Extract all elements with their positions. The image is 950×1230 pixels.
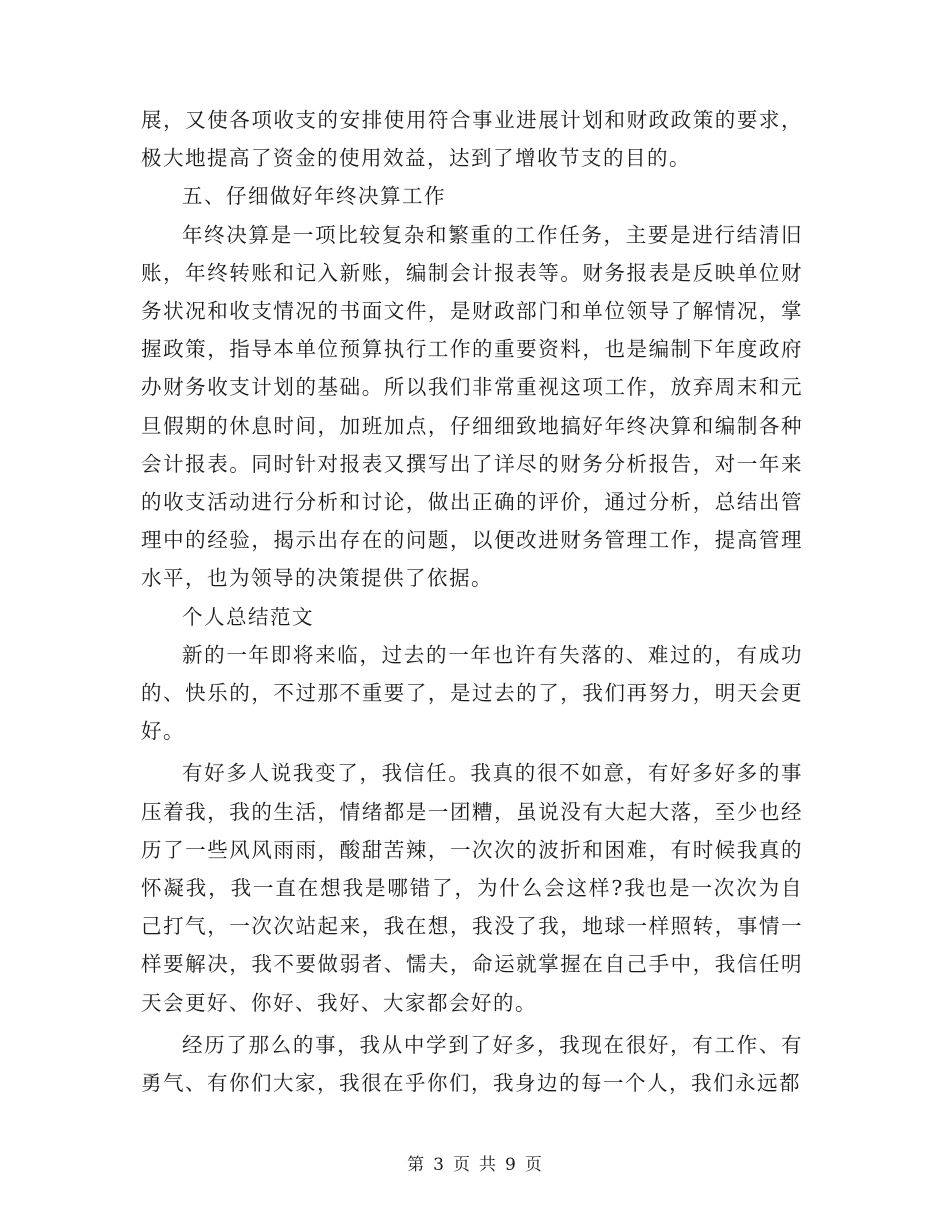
footer-total-label: 共 [479,1155,497,1175]
footer-suffix: 页 [524,1155,543,1175]
section-heading-personal-summary: 个人总结范文 [182,604,314,629]
section-heading-year-end-settlement: 五、仔细做好年终决算工作 [182,184,446,209]
page-footer [0,1150,950,1175]
footer-prefix: 第 [407,1155,426,1175]
paragraph-continuation: 展，又使各项收支的安排使用符合事业进展计划和财政政策的要求，极大地提高了资金的使用效益，达到了增收节支的目的。 [141,108,803,171]
footer-current-page: 3 [433,1155,445,1175]
paragraph-new-year: 新的一年即将来临，过去的一年也许有失落的、难过的，有成功的、快乐的，不过那不重要了，是过去的了，我们再努力，明天会更好。 [141,642,803,744]
document-body [141,101,803,1102]
paragraph-changes: 有好多人说我变了，我信任。我真的很不如意，有好多好多的事压着我，我的生活，情绪都是一团糟，虽说没有大起大落，至少也经历了一些风风雨雨，酸甜苦辣，一次次的波折和困难，有时候我真的怀凝我，我一直在想我是哪错了，为什么会这样?我也是一次次为自己打气，一次次站起来，我在想，我没了我，地球一样照转，事情一样要解决，我不要做弱者、懦夫，命运就掌握在自己手中，我信任明天会更好、你好、我好、大家都会好的。 [141,761,803,1015]
paragraph-year-end-settlement: 年终决算是一项比较复杂和繁重的工作任务，主要是进行结清旧账，年终转账和记入新账，编制会计报表等。财务报表是反映单位财务状况和收支情况的书面文件，是财政部门和单位领导了解情况，掌握政策，指导本单位预算执行工作的重要资料，也是编制下年度政府办财务收支计划的基础。所以我们非常重视这项工作，放弃周末和元旦假期的休息时间，加班加点，仔细细致地搞好年终决算和编制各种会计报表。同时针对报表又撰写出了详尽的财务分析报告，对一年来的收支活动进行分析和讨论，做出正确的评价，通过分析，总结出管理中的经验，揭示出存在的问题，以便改进财务管理工作，提高管理水平，也为领导的决策提供了依据。 [141,222,803,591]
footer-total-pages: 9 [505,1155,517,1175]
paragraph-experience: 经历了那么的事，我从中学到了好多，我现在很好，有工作、有勇气、有你们大家，我很在乎你们，我身边的每一个人，我们永远都 [141,1032,803,1096]
footer-page-label: 页 [453,1155,471,1175]
